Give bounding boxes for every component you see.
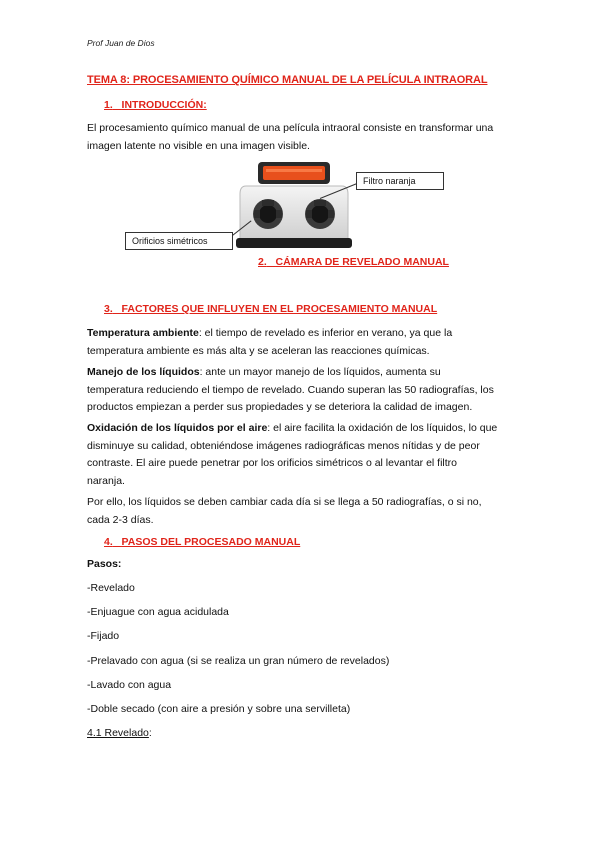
step-item: -Lavado con agua xyxy=(87,679,172,691)
section-3-title: FACTORES QUE INFLUYEN EN EL PROCESAMIENTO MANUAL xyxy=(121,303,438,315)
term-liquids: Manejo de los líquidos xyxy=(87,366,200,378)
label-orificios-simetricos: Orificios simétricos xyxy=(125,232,233,250)
temperature-line-1: : el tiempo de revelado es inferior en verano, ya que la xyxy=(198,327,453,339)
section-2-title: CÁMARA DE REVELADO MANUAL xyxy=(275,256,449,268)
section-1-title: INTRODUCCIÓN: xyxy=(121,99,207,111)
intro-line-2: imagen latente no visible en una imagen visible. xyxy=(87,139,310,152)
change-line-1: Por ello, los líquidos se deben cambiar cada día si se llega a 50 radiografías, o si no, xyxy=(87,496,482,508)
step-item: -Prelavado con agua (si se realiza un gran número de revelados) xyxy=(87,655,390,667)
chamber-base xyxy=(236,238,352,248)
term-oxidation: Oxidación de los líquidos por el aire xyxy=(87,422,268,434)
liquids-line-3: productos empiezan a perder sus propiedades y se deteriora la calidad de imagen. xyxy=(87,401,473,413)
oxidation-line-4: naranja. xyxy=(87,474,125,487)
step-item: -Fijado xyxy=(87,630,120,642)
section-1-heading xyxy=(104,99,207,111)
step-item: -Enjuague con agua acidulada xyxy=(87,606,229,618)
label-filtro-naranja: Filtro naranja xyxy=(356,172,444,190)
liquids-line-1: : ante un mayor manejo de los líquidos, aumenta su xyxy=(199,366,441,378)
factor-oxidation xyxy=(87,420,527,490)
section-4-title: PASOS DEL PROCESADO MANUAL xyxy=(121,536,301,548)
term-temperature: Temperatura ambiente xyxy=(87,327,199,339)
developing-chamber-image xyxy=(232,160,356,252)
step-item: -Revelado xyxy=(87,582,135,594)
factor-liquids xyxy=(87,364,527,417)
header-author: Prof Juan de Dios xyxy=(87,38,155,48)
intro-paragraph xyxy=(87,120,527,155)
section-1-number: 1. xyxy=(104,99,113,111)
intro-line-1: El procesamiento químico manual de una película intraoral consiste en transformar una xyxy=(87,122,494,134)
section-2-number: 2. xyxy=(258,256,267,268)
section-3-number: 3. xyxy=(104,303,113,315)
section-2-heading xyxy=(258,256,449,268)
oxidation-line-3: contraste. El aire puede penetrar por los orificios simétricos o al levantar el filtro xyxy=(87,457,458,469)
steps-heading: Pasos: xyxy=(87,558,122,570)
section-3-heading xyxy=(104,303,437,315)
subsection-4-1-colon: : xyxy=(148,727,152,739)
factor-temperature xyxy=(87,325,527,360)
subsection-4-1-heading xyxy=(87,727,152,739)
temperature-line-2: temperatura ambiente es más alta y se aceleran las reacciones químicas. xyxy=(87,344,430,357)
oxidation-line-1: : el aire facilita la oxidación de los líquidos, lo que xyxy=(267,422,498,434)
orange-filter xyxy=(263,166,325,180)
document-title: TEMA 8: PROCESAMIENTO QUÍMICO MANUAL DE LA PELÍCULA INTRAORAL xyxy=(87,74,488,86)
oxidation-line-2: disminuye su calidad, obteniéndose imágenes radiográficas menos nítidas y de peor xyxy=(87,439,480,452)
change-paragraph xyxy=(87,494,527,529)
section-4-number: 4. xyxy=(104,536,113,548)
section-4-heading xyxy=(104,536,300,548)
change-line-2: cada 2-3 días. xyxy=(87,513,154,526)
liquids-line-2: temperatura reduciendo el tiempo de revelado. Cuando superan las 50 radiografías, los xyxy=(87,383,494,396)
step-item: -Doble secado (con aire a presión y sobre una servilleta) xyxy=(87,703,351,715)
subsection-4-1-title: 4.1 Revelado xyxy=(87,727,149,739)
